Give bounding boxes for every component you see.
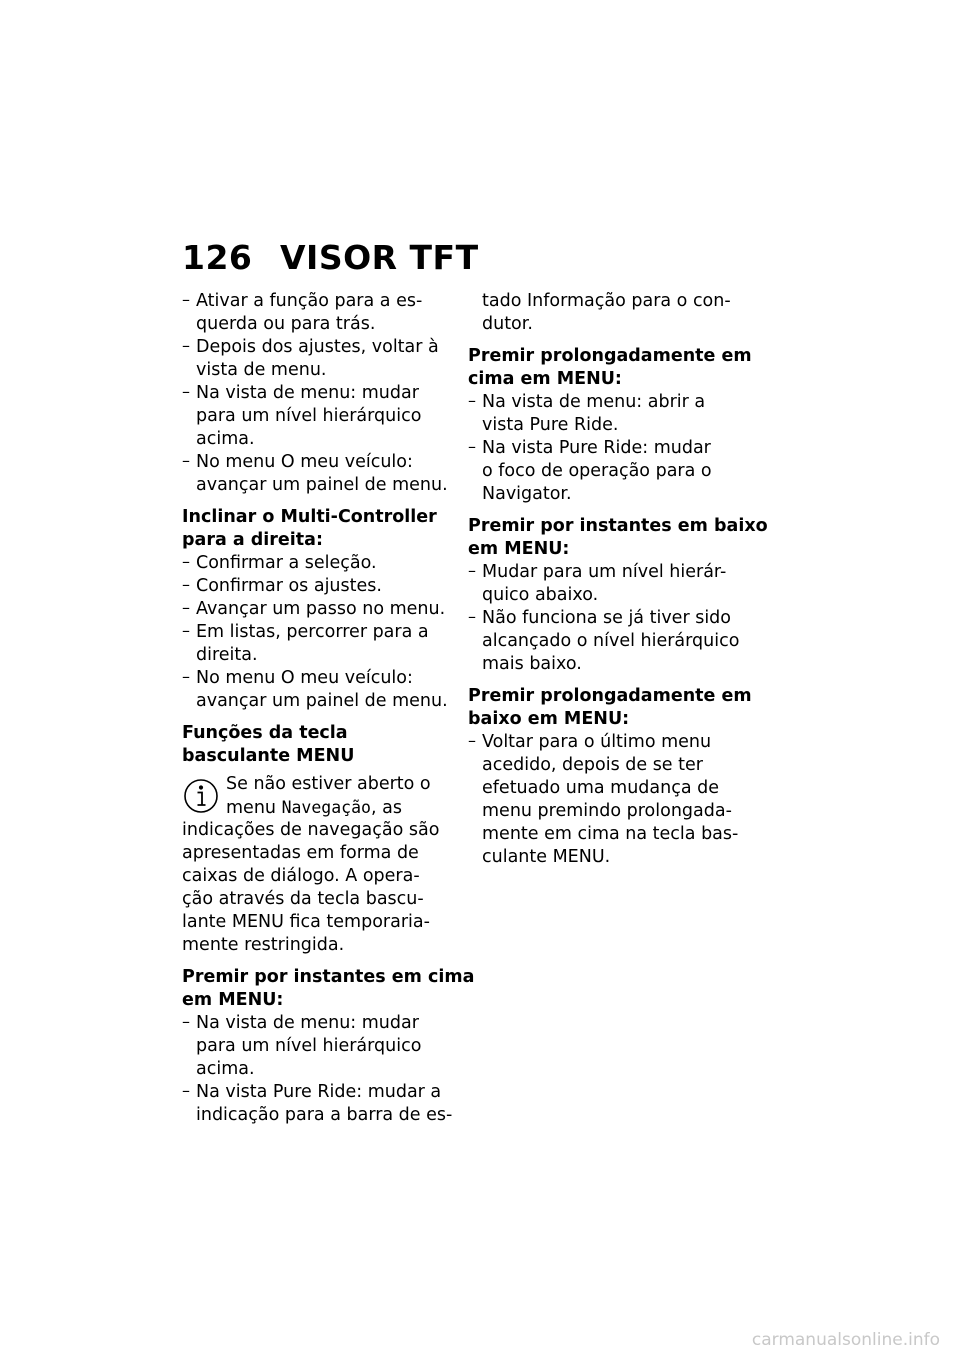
list-item: – Avançar um passo no menu. [182, 598, 446, 619]
list-item: – Ativar a função para a es- querda ou para trás. [182, 290, 423, 334]
continued-text: tado Informação para o con- dutor. [482, 291, 731, 334]
section-heading: Funções da tecla basculante MENU [182, 723, 355, 766]
section-heading: Premir por instantes em cima em MENU: [182, 967, 475, 1010]
list-item: – Confirmar a seleção. [182, 552, 377, 573]
list-item: – Na vista de menu: mudar para um nível hierárquico acima. [182, 382, 422, 449]
watermark: carmanualsonline.info [751, 1330, 940, 1350]
short-up-list [182, 1012, 453, 1127]
page-number: 126 [182, 238, 253, 277]
section-heading: Premir por instantes em baixo em MENU: [468, 516, 768, 559]
list-item: – Na vista de menu: mudar para um nível hierárquico acima. [182, 1012, 422, 1079]
short-down-list [468, 561, 740, 676]
list-item: – No menu O meu veículo: avançar um painel de menu. [182, 667, 448, 711]
right-column [468, 290, 768, 869]
long-up-list [468, 391, 740, 506]
list-item: – Na vista de menu: abrir a vista Pure Ride. [468, 391, 706, 435]
long-down-list [468, 731, 740, 869]
list-item: – Confirmar os ajustes. [182, 575, 382, 596]
tilt-right-list [182, 552, 448, 713]
intro-list [182, 290, 448, 497]
list-item: – Na vista Pure Ride: mudar a indicação para a barra de es- [182, 1081, 453, 1125]
section-heading: Premir prolongadamente em cima em MENU: [468, 346, 752, 389]
list-item: – Não funciona se já tiver sido alcançado o nível hierárquico mais baixo. [468, 607, 740, 674]
info-note: Se não estiver aberto o menu Navegação, as indicações de navegação são apresentadas em forma de caixas de diálogo. A opera- ção através da tecla bascu- lante MENU fica temporaria- mente restringida. [182, 774, 440, 955]
list-item: – Depois dos ajustes, voltar à vista de menu. [182, 336, 439, 380]
list-item: – Na vista Pure Ride: mudar o foco de operação para o Navigator. [468, 437, 712, 504]
left-column [182, 290, 475, 1127]
page-header [182, 238, 479, 277]
menu-name: Navegação [281, 798, 371, 817]
list-item: – Mudar para um nível hierár- quico abaixo. [468, 561, 727, 605]
info-icon [183, 778, 219, 814]
section-heading: Premir prolongadamente em baixo em MENU: [468, 686, 752, 729]
list-item: – Voltar para o último menu acedido, depois de se ter efetuado uma mudança de menu premindo prolongada- mente em cima na tecla bas- culante MENU. [468, 731, 739, 867]
list-item: – Em listas, percorrer para a direita. [182, 621, 429, 665]
section-heading: Inclinar o Multi-Controller para a direita: [182, 507, 437, 550]
list-item: – No menu O meu veículo: avançar um painel de menu. [182, 451, 448, 495]
page-title: VISOR TFT [280, 238, 479, 277]
